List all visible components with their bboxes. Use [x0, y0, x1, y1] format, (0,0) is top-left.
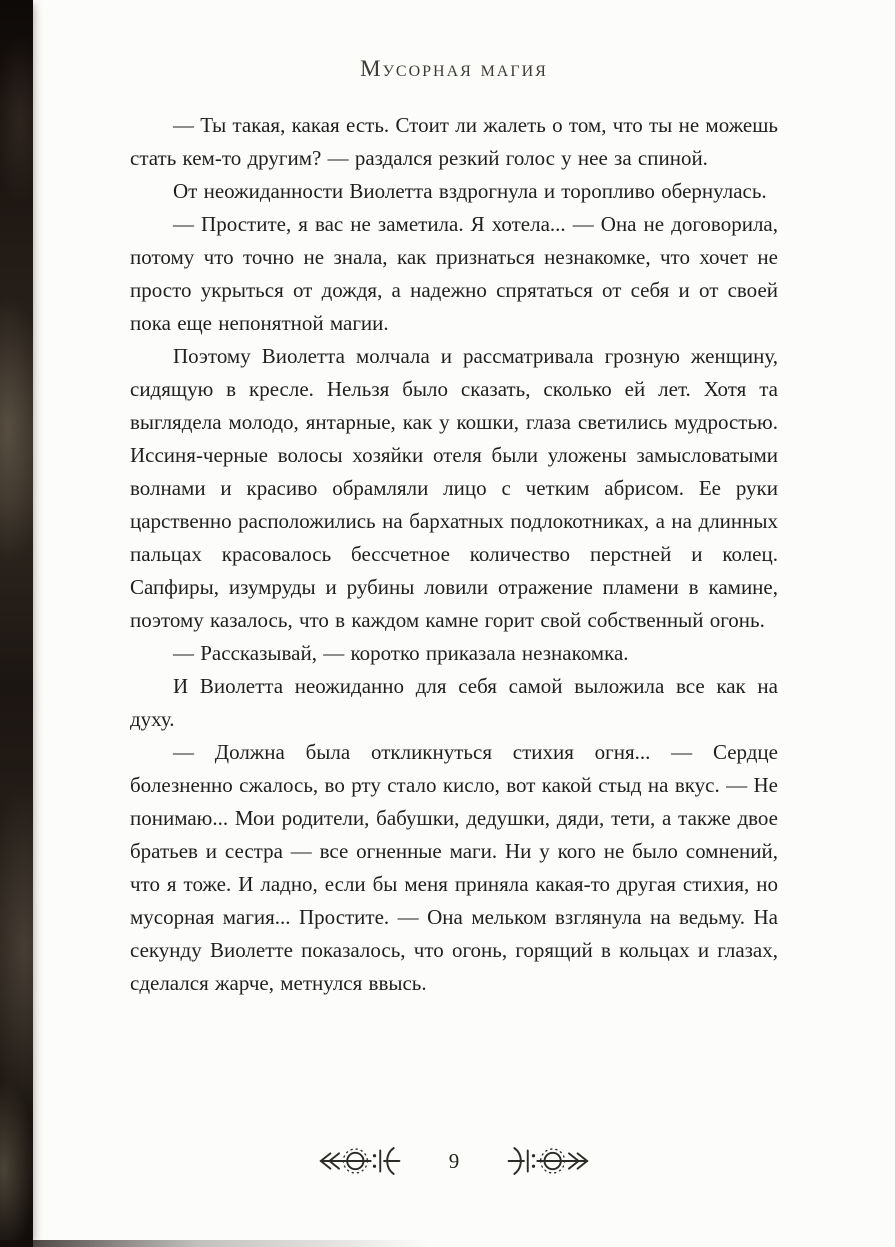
page-content: [130, 56, 778, 1000]
running-header-title: Мусорная магия: [360, 56, 548, 81]
bottom-edge-shadow: [0, 1240, 895, 1247]
paragraph: — Должна была откликнуться стихия огня... — Сердце болезненно сжалось, во рту стало кисло, вот какой стыд на вкус. — Не понимаю... Мои родители, бабушки, дедушки, дяди, тети, а также двое братьев и сестра — все огненные маги. Ни у кого не было сомнений, что я тоже. И ладно, если бы меня приняла какая-то другая стихия, но мусорная магия... Простите. — Она мельком взглянула на ведьму. На секунду Виолетте показалось, что огонь, горящий в кольцах и глазах, сделался жарче, метнулся ввысь.: [130, 740, 778, 995]
paragraph: Поэтому Виолетта молчала и рассматривала грозную женщину, сидящую в кресле. Нельзя было сказать, сколько ей лет. Хотя та выглядела молодо, янтарные, как у кошки, глаза светились мудростью. Иссиня-черные волосы хозяйки отеля были уложены замысловатыми волнами и красиво обрамляли лицо с четким абрисом. Ее руки царственно расположились на бархатных подлокотниках, а на длинных пальцах красовалось бессчетное количество перстней и колец. Сапфиры, изумруды и рубины ловили отражение пламени в камине, поэтому казалось, что в каждом камне горит свой собственный огонь.: [130, 344, 778, 632]
paragraph: — Ты такая, какая есть. Стоит ли жалеть о том, что ты не можешь стать кем-то другим? — раздался резкий голос у нее за спиной.: [130, 113, 778, 170]
paragraph: — Рассказывай, — коротко приказала незнакомка.: [173, 641, 629, 665]
paragraph: — Простите, я вас не заметила. Я хотела... — Она не договорила, потому что точно не знала, как признаться незнакомке, что хочет не просто укрыться от дождя, а надежно спрятаться от себя и от своей пока еще непонятной магии.: [130, 212, 778, 335]
book-spine-texture: [0, 0, 33, 1247]
arrow-circle-ornament-left-icon: [317, 1146, 409, 1176]
body-text: [130, 109, 778, 1000]
paragraph: От неожиданности Виолетта вздрогнула и торопливо обернулась.: [173, 179, 767, 203]
arrow-circle-ornament-right-icon: [499, 1146, 591, 1176]
paragraph: И Виолетта неожиданно для себя самой выложила все как на духу.: [130, 674, 778, 731]
page-number: 9: [448, 1148, 460, 1173]
page-footer: [130, 1146, 778, 1176]
